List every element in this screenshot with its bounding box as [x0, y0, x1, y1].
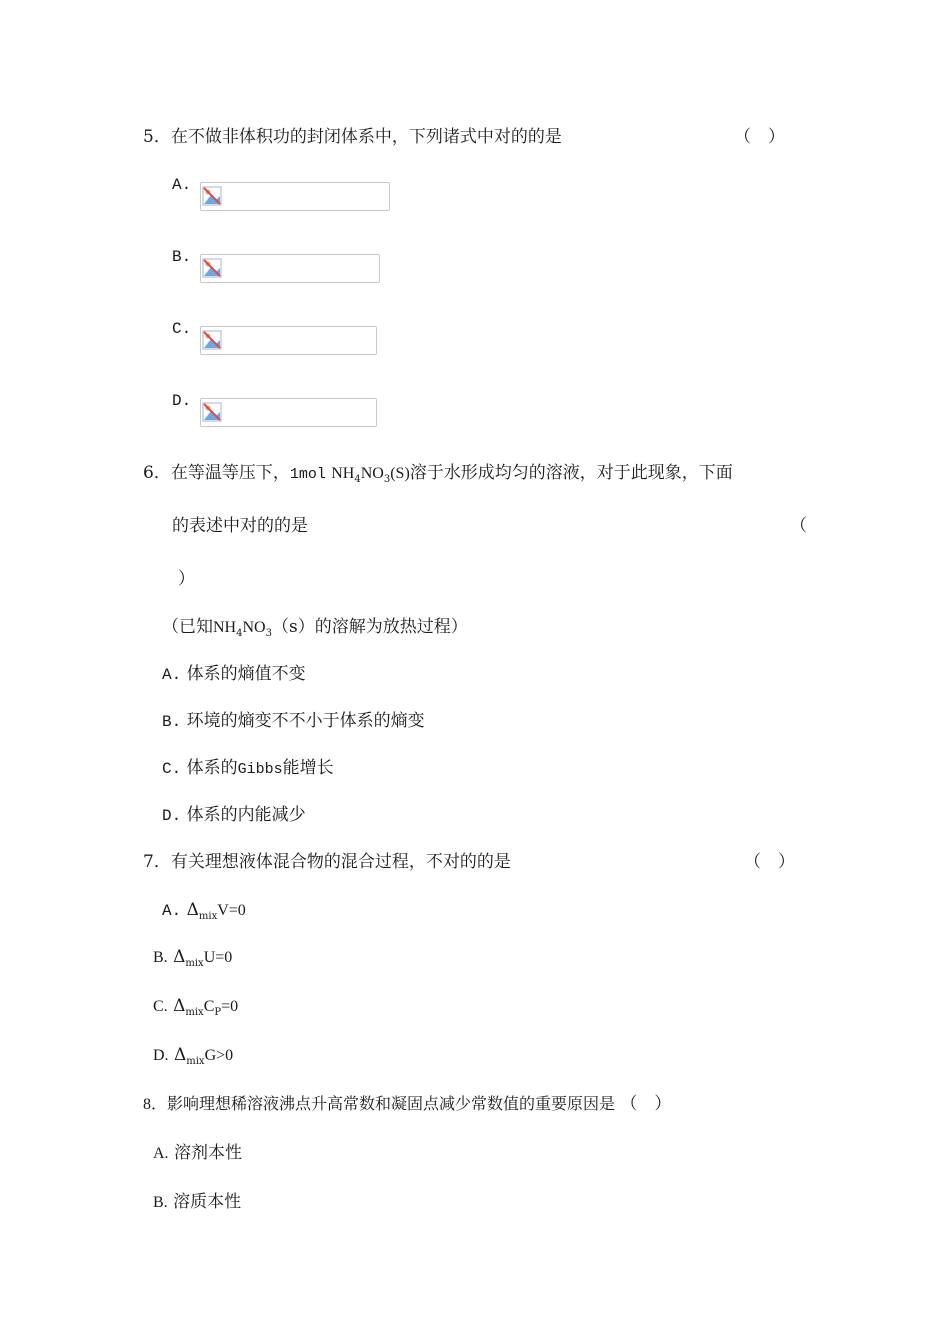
option-text: 溶质本性 [173, 1192, 242, 1212]
delta-symbol: Δ [173, 996, 186, 1016]
option-label: B. [162, 713, 182, 731]
q7-option-a [162, 899, 246, 924]
q6-note-suffix: （s）的溶解为放热过程） [271, 617, 468, 637]
mix-subscript: mix [186, 1056, 205, 1067]
q7-option-c [153, 995, 238, 1020]
option-expression: C [203, 998, 215, 1015]
question-7-answer-paren: （ ） [744, 852, 795, 872]
q6-number: 6．在等温等压下， [143, 463, 290, 483]
q8-option-a [153, 1142, 242, 1165]
delta-symbol: Δ [173, 1045, 187, 1065]
question-7-stem: 7．有关理想液体混合物的混合过程，不对的的是 [143, 852, 511, 872]
q6-note-sub: 4 [236, 628, 243, 639]
q6-formula-state: (S) [390, 465, 410, 482]
q5-option-a-label: A. [172, 176, 192, 194]
q6-note-formula: NO [242, 619, 266, 636]
q5-option-d-image [200, 398, 377, 427]
question-6-note [162, 616, 468, 641]
option-expression: V=0 [217, 902, 246, 919]
q6-formula-sub: 4 [354, 474, 361, 485]
option-label: D. [162, 807, 182, 825]
q6-note-formula: NH [213, 619, 237, 636]
q6-note-sub: 3 [265, 628, 272, 639]
option-expression: G>0 [204, 1047, 234, 1064]
q6-formula-sub: 3 [383, 474, 391, 485]
option-label: B. [153, 949, 168, 966]
q6-option-c [162, 757, 334, 781]
option-label: A. [153, 1145, 169, 1162]
mix-subscript: mix [185, 958, 204, 969]
question-6-paren-close: ） [178, 569, 195, 589]
question-5-answer-paren: （ ） [734, 127, 785, 147]
q5-option-c-label: C. [172, 320, 192, 338]
q6-note-prefix: （已知 [162, 617, 213, 637]
question-5-stem [143, 126, 562, 148]
mix-subscript: mix [198, 911, 218, 922]
option-label: A. [162, 902, 182, 920]
option-label: D. [153, 1047, 169, 1064]
question-8-answer-paren: （ ） [620, 1094, 672, 1114]
q6-rest: 溶于水形成均匀的溶液，对于此现象，下面 [409, 463, 733, 483]
cp-subscript: P [214, 1007, 222, 1018]
question-6-line2: 的表述中对的的是 [172, 516, 308, 536]
q5-option-c-image [200, 326, 377, 355]
mix-subscript: mix [185, 1007, 204, 1018]
q6-option-d [162, 804, 306, 827]
broken-image-icon [202, 402, 222, 422]
option-text: 体系的熵值不变 [186, 664, 306, 684]
q6-option-a [162, 663, 306, 686]
question-8-stem [143, 1093, 671, 1116]
option-expression: =0 [221, 998, 239, 1015]
q5-option-d-label: D. [172, 392, 192, 410]
option-text: 能增长 [282, 758, 334, 778]
q6-formula-nh: NH [331, 465, 355, 482]
option-label: C. [162, 760, 182, 778]
q5-option-b-label: B. [172, 248, 192, 266]
q6-option-b [162, 710, 425, 733]
broken-image-icon [202, 330, 222, 350]
q6-formula-no: NO [360, 465, 384, 482]
q5-option-a-image [200, 182, 390, 211]
q7-option-d [153, 1044, 233, 1069]
q5-option-b-image [200, 254, 380, 283]
broken-image-icon [202, 186, 222, 206]
option-text: 体系的 [186, 758, 238, 778]
option-label: C. [153, 998, 168, 1015]
option-label: A. [162, 666, 182, 684]
option-text: 环境的熵变不不小于体系的熵变 [186, 711, 425, 731]
option-text: 溶剂本性 [173, 1143, 242, 1163]
delta-symbol: Δ [186, 900, 199, 920]
q7-option-b [153, 946, 232, 971]
q6-amount: 1mol [289, 466, 326, 483]
question-8-text: 8．影响理想稀溶液沸点升高常数和凝固点减少常数值的重要原因是 [143, 1096, 616, 1113]
option-latin: Gibbs [237, 761, 283, 778]
q8-option-b [153, 1191, 241, 1214]
option-label: B. [153, 1194, 168, 1211]
delta-symbol: Δ [173, 947, 186, 967]
question-6-stem [143, 462, 733, 487]
question-5-text: 5．在不做非体积功的封闭体系中，下列诸式中对的的是 [143, 127, 562, 147]
broken-image-icon [202, 258, 222, 278]
option-expression: U=0 [203, 949, 233, 966]
question-6-paren-open: （ [790, 516, 807, 536]
option-text: 体系的内能减少 [186, 805, 306, 825]
